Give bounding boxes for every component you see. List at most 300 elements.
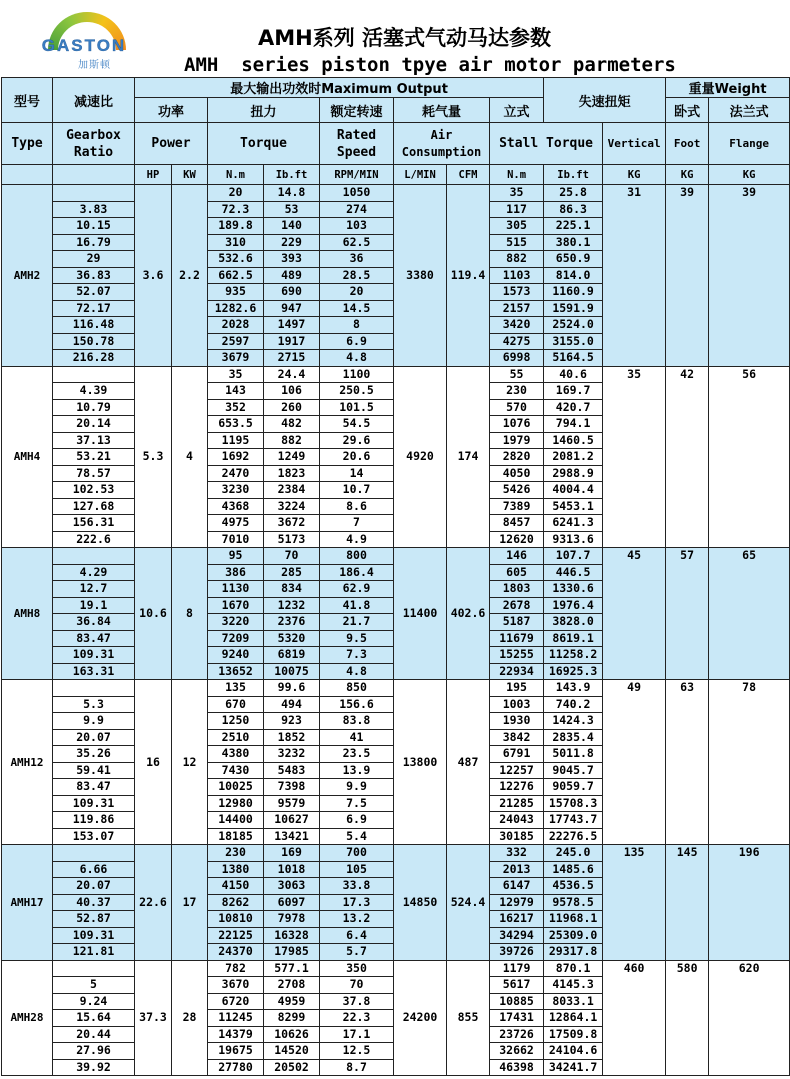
header-torque-en: Torque <box>208 123 320 165</box>
stall-nm-cell: 332 <box>490 845 544 862</box>
torque-lbft-cell: 10626 <box>264 1026 320 1043</box>
hp-cell: 5.3 <box>135 366 172 548</box>
stall-lbft-cell: 8033.1 <box>544 993 603 1010</box>
ratio-cell <box>53 680 135 697</box>
torque-lbft-cell: 2376 <box>264 614 320 631</box>
stall-lbft-cell: 4145.3 <box>544 977 603 994</box>
torque-lbft-cell: 2708 <box>264 977 320 994</box>
ratio-cell: 127.68 <box>53 498 135 515</box>
ratio-cell: 72.17 <box>53 300 135 317</box>
torque-lbft-cell: 14520 <box>264 1043 320 1060</box>
model-cell: AMH28 <box>2 960 53 1076</box>
weight-foot-cell: 39 <box>666 185 709 367</box>
stall-nm-cell: 1076 <box>490 416 544 433</box>
rpm-cell: 29.6 <box>320 432 394 449</box>
stall-nm-cell: 11679 <box>490 630 544 647</box>
rpm-cell: 62.5 <box>320 234 394 251</box>
torque-lbft-cell: 2715 <box>264 350 320 367</box>
torque-lbft-cell: 1232 <box>264 597 320 614</box>
rpm-cell: 9.9 <box>320 779 394 796</box>
header-vertical-en: Vertical <box>603 123 666 165</box>
weight-vertical-cell: 49 <box>603 680 666 845</box>
rpm-cell: 1100 <box>320 366 394 383</box>
air-lmin-cell: 13800 <box>394 680 447 845</box>
stall-nm-cell: 2157 <box>490 300 544 317</box>
rpm-cell: 20.6 <box>320 449 394 466</box>
stall-lbft-cell: 40.6 <box>544 366 603 383</box>
ratio-cell: 78.57 <box>53 465 135 482</box>
unit-kg-flange: KG <box>709 165 790 185</box>
ratio-cell: 40.37 <box>53 894 135 911</box>
stall-nm-cell: 146 <box>490 548 544 565</box>
header-vertical-cn: 立式 <box>490 98 544 123</box>
rpm-cell: 28.5 <box>320 267 394 284</box>
unit-kg-vertical: KG <box>603 165 666 185</box>
stall-nm-cell: 5187 <box>490 614 544 631</box>
torque-nm-cell: 1692 <box>208 449 264 466</box>
stall-lbft-cell: 143.9 <box>544 680 603 697</box>
stall-nm-cell: 6791 <box>490 746 544 763</box>
stall-nm-cell: 1979 <box>490 432 544 449</box>
rpm-cell: 17.1 <box>320 1026 394 1043</box>
stall-nm-cell: 3420 <box>490 317 544 334</box>
gaston-logo <box>24 10 144 71</box>
rpm-cell: 21.7 <box>320 614 394 631</box>
torque-lbft-cell: 1249 <box>264 449 320 466</box>
torque-nm-cell: 143 <box>208 383 264 400</box>
torque-lbft-cell: 7978 <box>264 911 320 928</box>
rpm-cell: 5.4 <box>320 828 394 845</box>
stall-lbft-cell: 420.7 <box>544 399 603 416</box>
stall-lbft-cell: 1424.3 <box>544 713 603 730</box>
ratio-cell: 150.78 <box>53 333 135 350</box>
torque-nm-cell: 11245 <box>208 1010 264 1027</box>
logo-brand-cn-text: 加斯顿 <box>78 60 111 71</box>
weight-vertical-cell: 35 <box>603 366 666 548</box>
weight-flange-cell: 56 <box>709 366 790 548</box>
torque-nm-cell: 2028 <box>208 317 264 334</box>
ratio-cell: 4.29 <box>53 564 135 581</box>
rpm-cell: 5.7 <box>320 944 394 961</box>
header-air-cn: 耗气量 <box>394 98 490 123</box>
torque-lbft-cell: 6819 <box>264 647 320 664</box>
ratio-cell: 53.21 <box>53 449 135 466</box>
ratio-cell: 83.47 <box>53 630 135 647</box>
torque-lbft-cell: 690 <box>264 284 320 301</box>
torque-lbft-cell: 99.6 <box>264 680 320 697</box>
torque-nm-cell: 1282.6 <box>208 300 264 317</box>
stall-nm-cell: 1930 <box>490 713 544 730</box>
header-model-en: Type <box>2 123 53 165</box>
rpm-cell: 12.5 <box>320 1043 394 1060</box>
rpm-cell: 4.9 <box>320 531 394 548</box>
stall-nm-cell: 12620 <box>490 531 544 548</box>
torque-nm-cell: 1195 <box>208 432 264 449</box>
torque-lbft-cell: 10075 <box>264 663 320 680</box>
torque-nm-cell: 7209 <box>208 630 264 647</box>
torque-nm-cell: 2597 <box>208 333 264 350</box>
header-ratio-en: Gearbox Ratio <box>53 123 135 165</box>
stall-lbft-cell: 870.1 <box>544 960 603 977</box>
torque-nm-cell: 1130 <box>208 581 264 598</box>
weight-foot-cell: 580 <box>666 960 709 1076</box>
ratio-cell <box>53 960 135 977</box>
torque-nm-cell: 3670 <box>208 977 264 994</box>
ratio-cell: 20.14 <box>53 416 135 433</box>
stall-nm-cell: 30185 <box>490 828 544 845</box>
torque-lbft-cell: 5173 <box>264 531 320 548</box>
torque-nm-cell: 24370 <box>208 944 264 961</box>
rpm-cell: 274 <box>320 201 394 218</box>
stall-lbft-cell: 794.1 <box>544 416 603 433</box>
torque-nm-cell: 20 <box>208 185 264 202</box>
header-air-en: Air Consumption <box>394 123 490 165</box>
ratio-cell: 52.07 <box>53 284 135 301</box>
weight-foot-cell: 57 <box>666 548 709 680</box>
torque-nm-cell: 4975 <box>208 515 264 532</box>
torque-nm-cell: 386 <box>208 564 264 581</box>
torque-lbft-cell: 3232 <box>264 746 320 763</box>
table-row <box>2 960 790 977</box>
torque-lbft-cell: 489 <box>264 267 320 284</box>
stall-nm-cell: 12979 <box>490 894 544 911</box>
torque-lbft-cell: 10627 <box>264 812 320 829</box>
torque-nm-cell: 532.6 <box>208 251 264 268</box>
torque-lbft-cell: 1497 <box>264 317 320 334</box>
weight-foot-cell: 42 <box>666 366 709 548</box>
ratio-cell: 4.39 <box>53 383 135 400</box>
torque-nm-cell: 1670 <box>208 597 264 614</box>
rpm-cell: 8.7 <box>320 1059 394 1076</box>
rpm-cell: 62.9 <box>320 581 394 598</box>
ratio-cell: 52.87 <box>53 911 135 928</box>
hp-cell: 37.3 <box>135 960 172 1076</box>
ratio-cell: 153.07 <box>53 828 135 845</box>
stall-lbft-cell: 24104.6 <box>544 1043 603 1060</box>
air-lmin-cell: 4920 <box>394 366 447 548</box>
torque-nm-cell: 782 <box>208 960 264 977</box>
stall-nm-cell: 21285 <box>490 795 544 812</box>
torque-lbft-cell: 24.4 <box>264 366 320 383</box>
stall-lbft-cell: 17509.8 <box>544 1026 603 1043</box>
header-max-output: 最大输出功效时Maximum Output <box>135 78 544 98</box>
rpm-cell: 4.8 <box>320 350 394 367</box>
torque-lbft-cell: 2384 <box>264 482 320 499</box>
table-header <box>2 78 790 185</box>
air-lmin-cell: 11400 <box>394 548 447 680</box>
ratio-cell: 3.83 <box>53 201 135 218</box>
stall-lbft-cell: 225.1 <box>544 218 603 235</box>
weight-flange-cell: 65 <box>709 548 790 680</box>
ratio-cell: 156.31 <box>53 515 135 532</box>
rpm-cell: 14.5 <box>320 300 394 317</box>
stall-lbft-cell: 17743.7 <box>544 812 603 829</box>
torque-nm-cell: 10810 <box>208 911 264 928</box>
torque-lbft-cell: 834 <box>264 581 320 598</box>
rpm-cell: 23.5 <box>320 746 394 763</box>
ratio-cell: 83.47 <box>53 779 135 796</box>
weight-foot-cell: 63 <box>666 680 709 845</box>
stall-nm-cell: 22934 <box>490 663 544 680</box>
unit-rpm: RPM/MIN <box>320 165 394 185</box>
unit-kg-foot: KG <box>666 165 709 185</box>
torque-nm-cell: 13652 <box>208 663 264 680</box>
torque-nm-cell: 27780 <box>208 1059 264 1076</box>
stall-lbft-cell: 25309.0 <box>544 927 603 944</box>
air-cfm-cell: 487 <box>447 680 490 845</box>
stall-lbft-cell: 9578.5 <box>544 894 603 911</box>
torque-lbft-cell: 169 <box>264 845 320 862</box>
ratio-cell <box>53 548 135 565</box>
torque-lbft-cell: 229 <box>264 234 320 251</box>
torque-lbft-cell: 5320 <box>264 630 320 647</box>
weight-flange-cell: 620 <box>709 960 790 1076</box>
stall-lbft-cell: 1460.5 <box>544 432 603 449</box>
stall-nm-cell: 2678 <box>490 597 544 614</box>
stall-lbft-cell: 3155.0 <box>544 333 603 350</box>
torque-nm-cell: 8262 <box>208 894 264 911</box>
torque-nm-cell: 22125 <box>208 927 264 944</box>
torque-lbft-cell: 285 <box>264 564 320 581</box>
header-model-cn: 型号 <box>2 78 53 123</box>
rpm-cell: 13.9 <box>320 762 394 779</box>
ratio-cell: 15.64 <box>53 1010 135 1027</box>
stall-nm-cell: 39726 <box>490 944 544 961</box>
hp-cell: 10.6 <box>135 548 172 680</box>
header-flange-cn: 法兰式 <box>709 98 790 123</box>
header-power-cn: 功率 <box>135 98 208 123</box>
stall-nm-cell: 1803 <box>490 581 544 598</box>
stall-lbft-cell: 380.1 <box>544 234 603 251</box>
model-cell: AMH17 <box>2 845 53 961</box>
stall-nm-cell: 882 <box>490 251 544 268</box>
ratio-cell: 222.6 <box>53 531 135 548</box>
ratio-cell: 9.9 <box>53 713 135 730</box>
stall-lbft-cell: 34241.7 <box>544 1059 603 1076</box>
stall-nm-cell: 35 <box>490 185 544 202</box>
stall-lbft-cell: 2524.0 <box>544 317 603 334</box>
torque-nm-cell: 230 <box>208 845 264 862</box>
stall-lbft-cell: 1160.9 <box>544 284 603 301</box>
torque-nm-cell: 3230 <box>208 482 264 499</box>
stall-lbft-cell: 25.8 <box>544 185 603 202</box>
torque-lbft-cell: 3672 <box>264 515 320 532</box>
torque-lbft-cell: 923 <box>264 713 320 730</box>
rpm-cell: 8 <box>320 317 394 334</box>
stall-nm-cell: 10885 <box>490 993 544 1010</box>
torque-lbft-cell: 1823 <box>264 465 320 482</box>
rpm-cell: 41.8 <box>320 597 394 614</box>
stall-nm-cell: 55 <box>490 366 544 383</box>
torque-lbft-cell: 577.1 <box>264 960 320 977</box>
torque-nm-cell: 4368 <box>208 498 264 515</box>
unit-stall-nm: N.m <box>490 165 544 185</box>
torque-lbft-cell: 260 <box>264 399 320 416</box>
air-lmin-cell: 3380 <box>394 185 447 367</box>
ratio-cell: 20.44 <box>53 1026 135 1043</box>
rpm-cell: 103 <box>320 218 394 235</box>
stall-nm-cell: 23726 <box>490 1026 544 1043</box>
table-row <box>2 548 790 565</box>
weight-flange-cell: 39 <box>709 185 790 367</box>
unit-stall-lbft: Ib.ft <box>544 165 603 185</box>
rpm-cell: 37.8 <box>320 993 394 1010</box>
torque-lbft-cell: 106 <box>264 383 320 400</box>
torque-nm-cell: 189.8 <box>208 218 264 235</box>
air-cfm-cell: 402.6 <box>447 548 490 680</box>
stall-nm-cell: 6998 <box>490 350 544 367</box>
torque-lbft-cell: 8299 <box>264 1010 320 1027</box>
torque-lbft-cell: 882 <box>264 432 320 449</box>
stall-lbft-cell: 86.3 <box>544 201 603 218</box>
torque-lbft-cell: 14.8 <box>264 185 320 202</box>
stall-lbft-cell: 5011.8 <box>544 746 603 763</box>
model-cell: AMH8 <box>2 548 53 680</box>
torque-lbft-cell: 1018 <box>264 861 320 878</box>
torque-nm-cell: 670 <box>208 696 264 713</box>
weight-vertical-cell: 31 <box>603 185 666 367</box>
torque-nm-cell: 352 <box>208 399 264 416</box>
rpm-cell: 41 <box>320 729 394 746</box>
ratio-cell <box>53 845 135 862</box>
torque-lbft-cell: 482 <box>264 416 320 433</box>
stall-lbft-cell: 12864.1 <box>544 1010 603 1027</box>
stall-lbft-cell: 6241.3 <box>544 515 603 532</box>
kw-cell: 4 <box>172 366 208 548</box>
stall-lbft-cell: 15708.3 <box>544 795 603 812</box>
ratio-cell: 109.31 <box>53 927 135 944</box>
rpm-cell: 6.9 <box>320 812 394 829</box>
stall-lbft-cell: 4004.4 <box>544 482 603 499</box>
ratio-cell: 20.07 <box>53 729 135 746</box>
stall-nm-cell: 34294 <box>490 927 544 944</box>
unit-kw: KW <box>172 165 208 185</box>
stall-lbft-cell: 650.9 <box>544 251 603 268</box>
air-lmin-cell: 24200 <box>394 960 447 1076</box>
torque-lbft-cell: 4959 <box>264 993 320 1010</box>
rpm-cell: 350 <box>320 960 394 977</box>
page-title-en: AMH series piston tpye air motor parmeters <box>184 54 676 76</box>
stall-nm-cell: 515 <box>490 234 544 251</box>
torque-nm-cell: 1380 <box>208 861 264 878</box>
unit-hp: HP <box>135 165 172 185</box>
stall-lbft-cell: 9045.7 <box>544 762 603 779</box>
stall-nm-cell: 195 <box>490 680 544 697</box>
ratio-cell: 109.31 <box>53 647 135 664</box>
stall-lbft-cell: 446.5 <box>544 564 603 581</box>
torque-lbft-cell: 947 <box>264 300 320 317</box>
ratio-cell: 119.86 <box>53 812 135 829</box>
ratio-cell: 10.15 <box>53 218 135 235</box>
model-cell: AMH4 <box>2 366 53 548</box>
torque-nm-cell: 72.3 <box>208 201 264 218</box>
ratio-cell: 36.84 <box>53 614 135 631</box>
torque-lbft-cell: 20502 <box>264 1059 320 1076</box>
ratio-cell: 35.26 <box>53 746 135 763</box>
ratio-cell: 216.28 <box>53 350 135 367</box>
ratio-cell <box>53 185 135 202</box>
stall-lbft-cell: 29317.8 <box>544 944 603 961</box>
rpm-cell: 7.5 <box>320 795 394 812</box>
ratio-cell: 19.1 <box>53 597 135 614</box>
unit-lmin: L/MIN <box>394 165 447 185</box>
stall-nm-cell: 570 <box>490 399 544 416</box>
ratio-cell: 16.79 <box>53 234 135 251</box>
air-lmin-cell: 14850 <box>394 845 447 961</box>
stall-nm-cell: 3842 <box>490 729 544 746</box>
kw-cell: 8 <box>172 548 208 680</box>
torque-lbft-cell: 70 <box>264 548 320 565</box>
torque-nm-cell: 1250 <box>208 713 264 730</box>
unit-lbft: Ib.ft <box>264 165 320 185</box>
torque-lbft-cell: 494 <box>264 696 320 713</box>
stall-lbft-cell: 245.0 <box>544 845 603 862</box>
stall-lbft-cell: 9313.6 <box>544 531 603 548</box>
stall-lbft-cell: 11968.1 <box>544 911 603 928</box>
torque-nm-cell: 35 <box>208 366 264 383</box>
header-speed-cn: 额定转速 <box>320 98 394 123</box>
stall-nm-cell: 305 <box>490 218 544 235</box>
torque-nm-cell: 14379 <box>208 1026 264 1043</box>
rpm-cell: 250.5 <box>320 383 394 400</box>
air-cfm-cell: 119.4 <box>447 185 490 367</box>
torque-lbft-cell: 3063 <box>264 878 320 895</box>
ratio-cell: 27.96 <box>53 1043 135 1060</box>
ratio-cell: 121.81 <box>53 944 135 961</box>
rpm-cell: 22.3 <box>320 1010 394 1027</box>
rpm-cell: 105 <box>320 861 394 878</box>
stall-nm-cell: 1003 <box>490 696 544 713</box>
rpm-cell: 54.5 <box>320 416 394 433</box>
ratio-cell: 10.79 <box>53 399 135 416</box>
stall-nm-cell: 15255 <box>490 647 544 664</box>
header-weight: 重量Weight <box>666 78 790 98</box>
ratio-cell: 39.92 <box>53 1059 135 1076</box>
stall-nm-cell: 2013 <box>490 861 544 878</box>
ratio-cell: 37.13 <box>53 432 135 449</box>
ratio-cell: 6.66 <box>53 861 135 878</box>
stall-nm-cell: 1573 <box>490 284 544 301</box>
torque-nm-cell: 6720 <box>208 993 264 1010</box>
ratio-cell: 29 <box>53 251 135 268</box>
stall-nm-cell: 5426 <box>490 482 544 499</box>
rpm-cell: 10.7 <box>320 482 394 499</box>
ratio-cell: 36.83 <box>53 267 135 284</box>
table-row <box>2 185 790 202</box>
header-foot-en: Foot <box>666 123 709 165</box>
weight-vertical-cell: 460 <box>603 960 666 1076</box>
model-cell: AMH12 <box>2 680 53 845</box>
rpm-cell: 9.5 <box>320 630 394 647</box>
stall-nm-cell: 5617 <box>490 977 544 994</box>
rpm-cell: 70 <box>320 977 394 994</box>
stall-lbft-cell: 740.2 <box>544 696 603 713</box>
torque-nm-cell: 935 <box>208 284 264 301</box>
stall-lbft-cell: 2835.4 <box>544 729 603 746</box>
stall-nm-cell: 12257 <box>490 762 544 779</box>
torque-lbft-cell: 53 <box>264 201 320 218</box>
stall-lbft-cell: 5453.1 <box>544 498 603 515</box>
stall-nm-cell: 2820 <box>490 449 544 466</box>
stall-lbft-cell: 1591.9 <box>544 300 603 317</box>
table-row <box>2 845 790 862</box>
torque-nm-cell: 7010 <box>208 531 264 548</box>
rpm-cell: 17.3 <box>320 894 394 911</box>
torque-nm-cell: 14400 <box>208 812 264 829</box>
rpm-cell: 14 <box>320 465 394 482</box>
stall-nm-cell: 8457 <box>490 515 544 532</box>
table-body <box>2 185 790 1076</box>
